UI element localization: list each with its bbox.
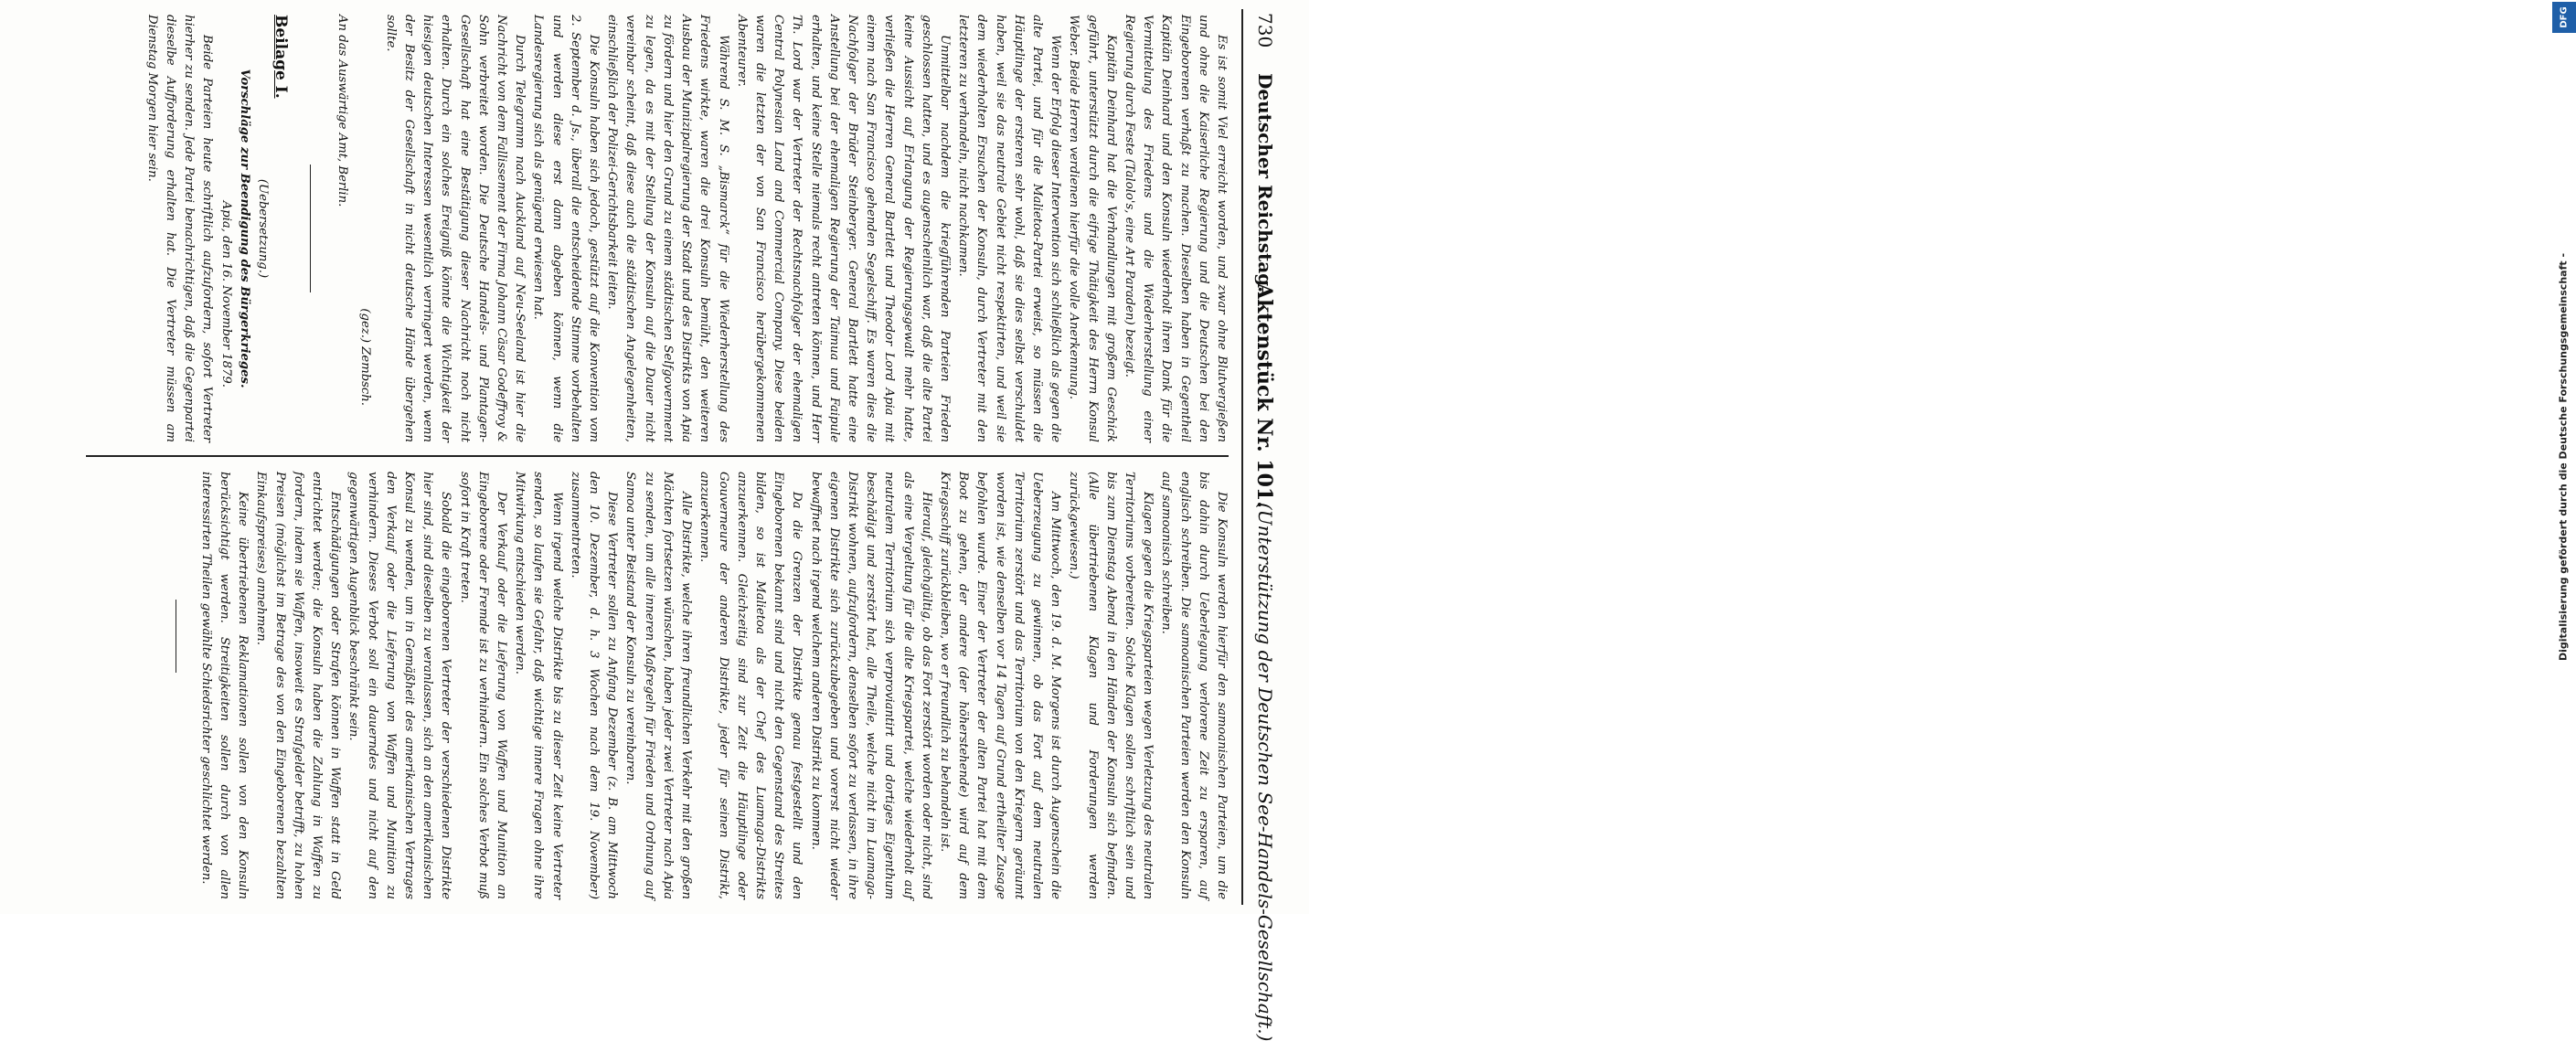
paragraph: Entschädigungen oder Strafen können in Waffen statt in Geld entrichtet werden; die Konsuln haben die Zahlung in Waffen zu fordern, indem sie Waffen, insoweit es Strafgelder betrifft, zu hohen Preisen (möglichst im Betrage des von den Eingeborenen bezahlten Einkaufspreises) annehmen. bbox=[254, 472, 343, 899]
section-rule bbox=[310, 165, 311, 292]
translation-note: (Uebersetzung.) bbox=[256, 178, 271, 279]
paragraph: Hierauf, gleichgültig, ob das Fort zerstört worden oder nicht, sind als eine Vergeltung für die alte Kriegspartei, welche wiederholt auf neutralem Territorium sich verproviantirt und dortiges Eigenthum beschädigt und zerstört hat, alle Theile, welche nicht im Luamaga-Distrikt wohnen, aufzufordern, denselben sofort zu verlassen, in ihre eigenen Distrikte sich zurückzubegeben und vorerst nicht wieder bewaffnet nach irgend welchem anderen Distrikt zu kommen. bbox=[808, 472, 933, 899]
paragraph: Wenn der Erfolg dieser Intervention sich schließlich als gegen die alte Partei, und für die Malietoa-Partei erweist, so müssen die Häuptlinge der ersteren sehr wohl, daß sie dies selbst verschuldet haben, weil sie das neutrale Gebiet nicht respektirten, und weil sie dem wiederholten Ersuchen der Konsuln, durch Vertreter mit den letzteren zu verhandeln, nicht nachkamen. bbox=[956, 15, 1063, 442]
page-number: 730 bbox=[1254, 13, 1276, 48]
paragraph: Wenn irgend welche Distrikte bis zu dieser Zeit keine Vertreter senden, so laufen sie Gefahr, daß wichtige innere Fragen ohne ihre Mitwirkung entschieden werden. bbox=[513, 472, 564, 899]
digitization-sidebar bbox=[1272, 0, 2570, 914]
left-column bbox=[143, 15, 1230, 442]
signature: (gez.) Zembsch. bbox=[357, 308, 372, 406]
paragraph: Da die Grenzen der Distrikte genau festgestellt und den Eingeborenen bekannt sind und nicht den Gegenstand des Streites bilden, so ist Malietoa als der Chef des Luamaga-Distrikts anzuerkennen. Gleichzeitig sind zur Zeit die Häuptlinge oder Gouverneure der anderen Distrikte, jeder für seinen Distrikt, anzuerkennen. bbox=[697, 472, 804, 899]
column-divider bbox=[86, 455, 1229, 457]
paragraph: Klagen gegen die Kriegsparteien wegen Verletzung des neutralen Territoriums vorbereiten. Solche Klagen sollen schriftlich sein und bis zum Dienstag Abend in den Händen der Konsuln sich befinden. (Alle übertriebenen Klagen und Forderungen werden zurückgewiesen.) bbox=[1067, 472, 1155, 899]
paragraph: Sobald die eingeborenen Vertreter der verschiedenen Distrikte hier sind, sind dieselben zu veranlassen, sich an den amerikanischen Konsul zu wenden, um in Gemäßheit des amerikanischen Vertrages den Verkauf oder die Lieferung von Waffen und Munition zu verhindern. Dieses Verbot soll ein dauerndes und nicht auf den gegenwärtigen Augenblick beschränkt sein. bbox=[346, 472, 453, 899]
addressee: An das Auswärtige Amt, Berlin. bbox=[335, 15, 350, 207]
paragraph: Unmittelbar nachdem die kriegführenden Parteien Frieden geschlossen hatten, und es augenscheinlich war, daß die alte Partei keine Aussicht auf Erlangung der Regierungsgewalt mehr hatte, verließen die Herren General Bartlett und Theodor Lord Apia mit einem nach San Francisco gehenden Segelschiff. Es waren dies die Nachfolger der Brüder Steinberger. General Bartlett hatte eine Anstellung bei der ehemaligen Regierung der Taimua und Faipule erhalten, und keine Stelle niemals recht antreten können, und Herr Th. Lord war der Vertreter der Rechtsnachfolger der ehemaligen Central Polynesian Land and Commercial Company. Diese beiden waren die letzten der von San Francisco herübergekommenen Abenteurer. bbox=[734, 15, 952, 442]
header-rule bbox=[1241, 9, 1243, 905]
paragraph: Kapitän Deinhard hat die Verhandlungen mit großem Geschick geführt, unterstützt durch die eifrige Thätigkeit des Herrn Konsul Weber. Beide Herren verdienen hierfür die volle Anerkennung. bbox=[1067, 15, 1118, 442]
date-line: Apia, den 16. November 1879. bbox=[218, 200, 233, 388]
digitization-credit: Digitalisierung gefördert durch die Deutsche Forschungsgemeinschaft - bbox=[2557, 252, 2570, 662]
paragraph: Es ist somit Viel erreicht worden, und zwar ohne Blutvergießen und ohne die Kaiserliche Regierung und die Deutschen bei den Eingeborenen verhaßt zu machen. Dieselben haben in Gegentheil Kapitän Deinhard und den Konsuln wiederholt ihren Dank für die Vermittelung des Friedens und die Wiederherstellung einer Regierung durch Feste (Talolo's, eine Art Paraden) bezeigt. bbox=[1122, 15, 1229, 442]
document-page bbox=[22, 9, 1283, 1041]
proposal-title: Vorschläge zur Beendigung des Bürgerkrieges. bbox=[237, 69, 251, 388]
header-subject: (Unterstützung der Deutschen See-Handels-Gesellschaft.) bbox=[1254, 503, 1276, 1041]
paragraph: Am Mittwoch, den 19. d. M. Morgens ist durch Augenschein die Ueberzeugung zu gewinnen, ob das Fort auf dem neutralen Territorium zerstört und das Territorium von den Kriegern geräumt worden ist, wie denselben vor 14 Tagen auf Grund ertheilter Zusage befohlen wurde. Einer der Vertreter der alten Partei hat mit dem Boot zu gehen, der andere (der höherstehende) wird auf dem Kriegsschiff zurückbleiben, wo er freundlich zu behandeln ist. bbox=[937, 472, 1063, 899]
right-column bbox=[176, 472, 1230, 899]
paragraph: Beide Parteien heute schriftlich aufzufordern, sofort Vertreter hierher zu senden. Jede Partei benachrichtigen, daß die Gegenpartei dieselbe Aufforderung erhalten hat. Die Vertreter müssen am Dienstag Morgen hier sein. bbox=[144, 15, 215, 442]
paragraph: Diese Vertreter sollen zu Anfang Dezember (z. B. am Mittwoch den 10. Dezember, d. h. 3 Wochen nach dem 19. November) zusammentreten. bbox=[568, 472, 620, 899]
paragraph: Während S. M. S. „Bismarck“ für die Wiederherstellung des Friedens wirkte, waren die drei Konsuln bemüht, den weiteren Ausbau der Munizipalregierung der Stadt und des Distrikts von Apia zu fördern und hier den Grund zu einem städtischen Selfgovernment zu legen, da es mit der Stellung der Konsuln auf die Dauer nicht vereinbar scheint, daß diese auch die städtischen Angelegenheiten, einschließlich der Polizei-Gerichtsbarkeit leiten. bbox=[605, 15, 730, 442]
header-publication: Deutscher Reichstag. bbox=[1254, 73, 1276, 293]
paragraph: Alle Distrikte, welche ihren freundlichen Verkehr mit den großen Mächten fortsetzen wünschen, haben jeder zwei Vertreter nach Apia zu senden, um alle inneren Maßregeln für Frieden und Ordnung auf Samoa unter Beistand der Konsuln zu vereinbaren. bbox=[623, 472, 694, 899]
paragraph: Die Konsuln haben sich jedoch, gestützt auf die Konvention vom 2. September d. Js., überall die entscheidende Stimme vorbehalten und werden diese erst dann abgeben können, wenn die Landesregierung sich als genügend erwiesen hat. bbox=[531, 15, 601, 442]
appendix-heading: Beilage I. bbox=[271, 15, 291, 99]
paragraph: Durch Telegramm nach Auckland auf Neu-Seeland ist hier die Nachricht von dem Fallissement der Firma Johann Cäsar Godeffroy & Sohn verbreitet worden. Die Deutsche Handels- und Plantagen-Gesellschaft hat eine Bestätigung dieser Nachricht noch nicht erhalten. Durch ein solches Ereigniß könnte die Wichtigkeit der hiesigen deutschen Interessen wesentlich verringert werden, wenn der Besitz der Gesellschaft in nicht deutsche Hände übergehen sollte. bbox=[383, 15, 527, 442]
paragraph: Die Konsuln werden hierfür den samoanischen Parteien, um die bis dahin durch Ueberlegung verlorene Zeit zu ersparen, auf englisch schreiben. Die samoanischen Parteien werden den Konsuln auf samoanisch schreiben. bbox=[1159, 472, 1229, 899]
header-document-number: Aktenstück Nr. 101. bbox=[1252, 283, 1276, 508]
paragraph: Der Verkauf oder die Lieferung von Waffen und Munition an Eingeborene oder Fremde ist zu verhindern. Ein solches Verbot muß sofort in Kraft treten. bbox=[457, 472, 509, 899]
dfg-logo-icon: DFG bbox=[2552, 2, 2576, 33]
paragraph: Keine übertriebenen Reklamationen sollen von den Konsuln berücksichtigt werden. Streitigkeiten sollen durch von allen interessirten Theilen gewählte Schiedsrichter geschlichtet werden. bbox=[198, 472, 250, 899]
